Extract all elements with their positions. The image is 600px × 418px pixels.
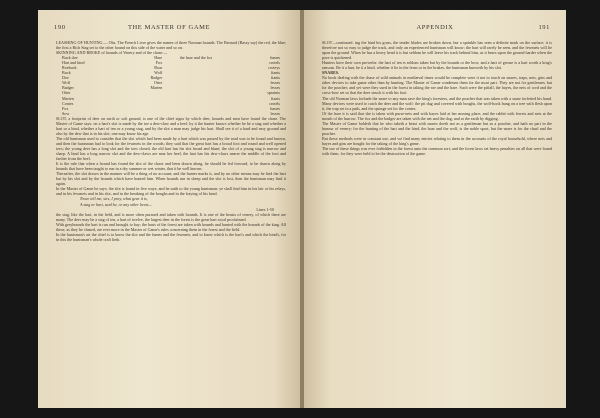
right-page xyxy=(304,10,566,408)
paragraph: With greyhounds the hart is run and brought to bay; the harts of the forest are taken with hounds and hunted with the hounds of the king. All these, as they be chased, are ever more in the Master of Game's rules concerning them in the forest and the field. xyxy=(56,221,286,232)
table-cell: fiants xyxy=(270,95,280,101)
paragraph: It is the rule that when a hound has found the slot of the chase and been drawn along, he should be led forward, to be drawn along by hounds that have been taught to run in a dry summer or wet winter, that it be well known. xyxy=(56,161,286,172)
paragraph: Thereafter, the slot drawn in the manner will be a thing of no account; and the hunter marks it, and by no other means may he find the hart but by his slot and by the hounds which have hunted him. When hounds run in sheep and the slot is lost, then the huntsman may find it again. xyxy=(56,171,286,187)
page-number: 190 xyxy=(54,24,66,31)
table-cell: fumes xyxy=(269,105,280,111)
table-cell: Boar xyxy=(154,65,163,71)
table-cell: crotels xyxy=(269,100,280,106)
table-row xyxy=(180,111,280,116)
paragraph: No book dealing with the chase of wild animals in mediæval times would be complete were it not to touch on snares, traps, nets, gins and other devices to take game other than by hunting. The Master of Game condemns them for the most part. They are not for gentlemen, but for the poacher; and yet were they used in the forest in taking the roe and the hare. Such were the pitfall, the hayes, the nets of cord and the cross-bow set so that the deer struck it with his foot. xyxy=(322,75,552,96)
table-cell: Conies xyxy=(62,100,74,106)
paragraph: In the huntsman's art the chief is to know the slot and the fumes and the fewmets, and to know which is the hart's and which the hind's, for in this the huntsman's whole craft lieth. xyxy=(56,231,286,242)
left-page-header xyxy=(54,24,284,34)
paragraph: Hunters have their own proverbs: the hart of ten is seldom taken but by the hounds or the bow; and a hart of grease is a hart worth a king's ransom. Be it a hart, be it a hind, whether it lie in the ferns or in the brakes, the huntsman knoweth by his slot. xyxy=(322,60,552,71)
running-title: THE MASTER OF GAME xyxy=(127,24,211,31)
section-heading: SNARES. xyxy=(322,70,340,76)
table-cell: fiants xyxy=(270,75,280,81)
paragraph: Of the hare it is said that she is taken with purse-nets and with hayes laid at her musing place; and the rabbit with ferrets and nets at the mouth of the burrow. The fox and the badger are taken with the net and the dog, and at the earth by digging. xyxy=(322,110,552,121)
right-page-body xyxy=(322,40,552,398)
table-row xyxy=(62,111,162,116)
verse-quote xyxy=(56,196,286,206)
table-cell: Buck xyxy=(62,70,71,76)
table-cell: Doe xyxy=(62,75,69,81)
paragraph: But these methods were in constant use, and we find many entries relating to them in the accounts of the royal household, where nets and hayes and gins are bought for the taking of the king's game. xyxy=(322,135,552,146)
table-cell: croteys xyxy=(268,65,280,71)
page-number: 191 xyxy=(538,24,550,31)
table-cell: Badger xyxy=(62,85,74,91)
paragraph: LEASHING OF HUNTING.— Obs. The French Livre gives the names of three Norman hounds. The Bernard (Bassy say) the red, the blue; the first a Rich Stag set to the other hound on this side of the water and so on. xyxy=(56,40,286,51)
paragraph: the stag, like the hart, in the field, and is more often pursued and taken with hounds. It is one of the beasts of venery, of which there are many. The deer may be a stag of ten, a hart of twelve, the largest deer in the forest is the great hart royal proclaimed. xyxy=(56,211,286,222)
verse-line: A stag or hart, said he, or any other beest— xyxy=(80,201,152,207)
paragraph: SKINNING AND BROKE of hounds of Venery and of the chase:— xyxy=(56,50,168,56)
table-cell: Wolf xyxy=(154,70,163,76)
table-cell: Buck doe xyxy=(62,55,78,61)
table-cell: Marten xyxy=(62,95,74,101)
right-page-header xyxy=(320,24,550,34)
table-cell: Hart and hind xyxy=(62,60,85,66)
table-cell: lesses xyxy=(270,110,280,116)
table-cell: spraints xyxy=(267,90,280,96)
paragraph: SLOT, a footprint of deer on earth or soft ground, is one of the chief signs by which deer, hounds and men have found the chase. The Master of Game says: on a hart's slot is made by the toe a dew-claw and a heel; by it the hunter knows whether he be a stag and whether a hart or a hind, whether a hart of ten or a young stag, and by the slot a man may judge his hart. Shall see it of a hard and easy ground and also by the dew that is in his slot; one may know his age. xyxy=(56,115,286,136)
table-cell: crotels xyxy=(269,60,280,66)
paragraph: The old huntsman used to consider that the slot which had been made by a hart which was passed by the road was to be found and known, and then the huntsman had to look for the fewmets in the woods; they said that the great hart has a broad foot and round and well opened toes; the young deer has a long slot and the toes closed, the old hart has his slot broad and blunt; the slot of a young stag is narrow and sharp. A hind has a long narrow slot and the dew-claws are near her heel, the hart has his dew-claws nearer the middle of the foot and farther from the heel. xyxy=(56,135,286,162)
table-cell: lesses xyxy=(270,85,280,91)
table-cell: fiants xyxy=(270,70,280,76)
verse-line: Nowe tell me, sirs, I pray, what gear it is, xyxy=(80,196,148,202)
paragraph: SLOT—continued. ing the hind his grass, the tender blades are broken down, but a sprinkle has seen a definite mark on the surface; it is therefore not so easy to judge the track, and only an experienced huntsman will know; the hart will rarely be seen, and the fewmets will lie upon the ground. When he has a heavy head it is but seldom he will leave his track behind him, as it bears upon the ground harder when the pace is quickened. xyxy=(322,40,552,61)
table-cell: Badger xyxy=(150,75,163,81)
paragraph: The Master of Game holdeth that he who taketh a beast with snares doeth not as a gentleman but as a poacher, and hath no part in the honour of venery; for the hunting of the hart and the hind, the boar and the wolf, is the noble sport, but the snare is for the churl and the poacher. xyxy=(322,120,552,136)
paragraph: The old Norman laws forbade the snare to any man save the king's foresters, and the poacher that was taken with a snare forfeited his hand. Many devices were used to catch the deer and the wolf: the pit dug and covered with boughs, the wolf-hook hung on a tree with flesh upon it, the trap set in a path, and the springe set for the conies. xyxy=(322,95,552,111)
table-cell: Wolf xyxy=(62,80,71,86)
table-column xyxy=(62,55,162,116)
left-page-body xyxy=(56,40,286,398)
terms-table xyxy=(56,55,286,116)
citation: Lines 1-50 xyxy=(256,206,274,212)
running-title: APPENDIX xyxy=(416,24,454,31)
paragraph: In the Master of Game he says: the slot is found in five ways; and he saith to the young huntsman: ye shall find him in his lair or his relays, and in his fewmets and in his slot, and in the breaking of the boughs and in the fraying of his head. xyxy=(56,186,286,197)
table-cell: the hare and the fox xyxy=(179,55,213,61)
table-cell: Hare xyxy=(154,55,163,61)
open-book xyxy=(38,10,566,408)
table-cell: Marten xyxy=(150,85,163,91)
table-column xyxy=(180,55,280,116)
table-cell: Fox xyxy=(62,105,69,111)
table-cell: Otter xyxy=(62,90,71,96)
paragraph: The use of these things was ever forbidden in the forest unto the common sort; and the forest laws set heavy penalties on all that were found with them, for they were held to be the destruction of the game. xyxy=(322,145,552,157)
table-cell: Sow xyxy=(62,110,70,116)
table-cell: Fox xyxy=(155,60,163,66)
table-cell: lesses xyxy=(270,80,280,86)
table-cell: fumes xyxy=(269,55,280,61)
table-cell: Otter xyxy=(153,80,163,86)
table-cell: Roebuck xyxy=(62,65,77,71)
left-page xyxy=(38,10,300,408)
